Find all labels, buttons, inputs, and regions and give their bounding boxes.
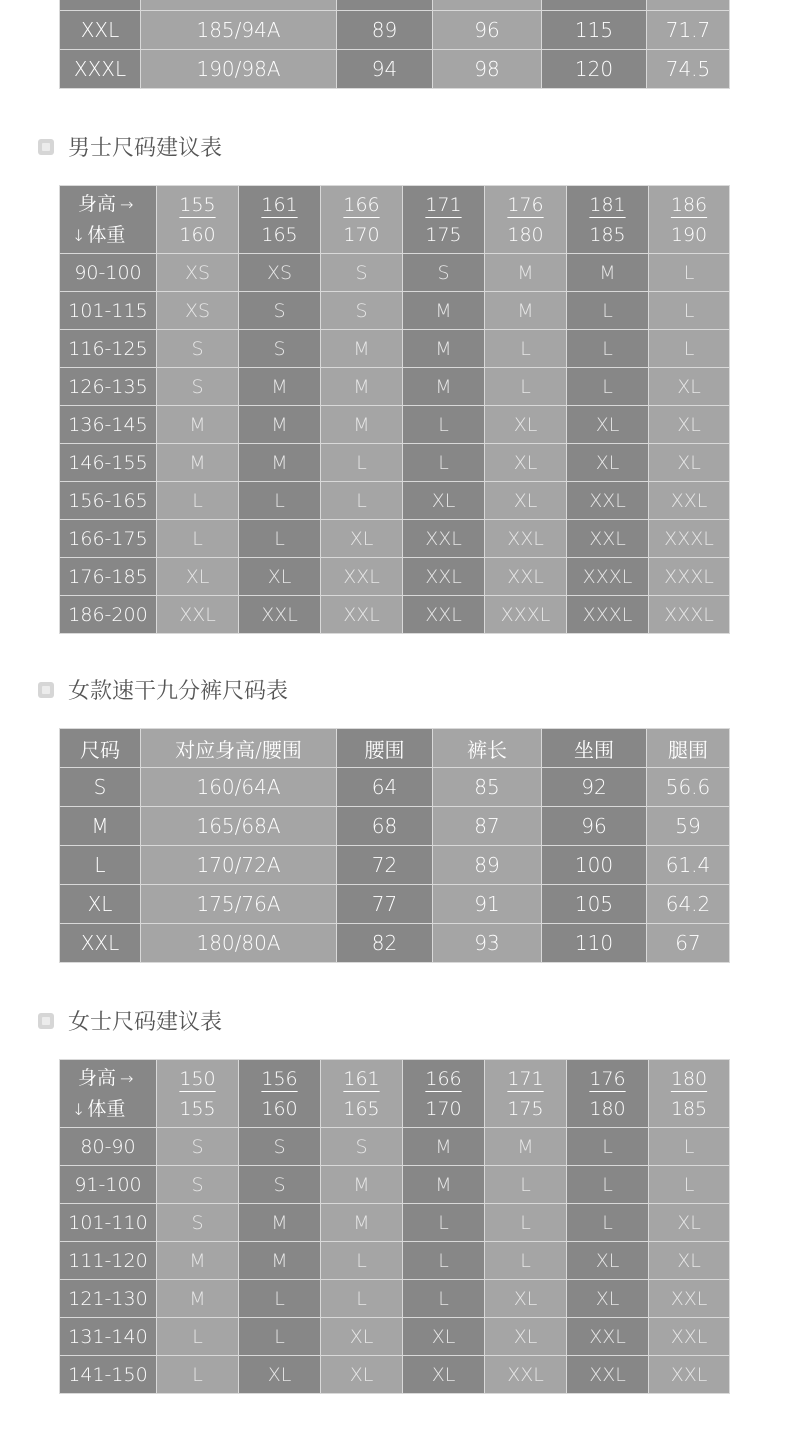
table-row [60,482,730,520]
section-title-text: 女款速干九分裤尺码表 [68,679,289,704]
height-from: 156 [261,1067,298,1090]
height-from: 166 [343,193,380,216]
size-cell: XXL [567,482,649,520]
size-cell: XL [649,406,730,444]
size-cell: XS [157,254,239,292]
height-range-header [321,1060,403,1128]
size-cell: L [567,1166,649,1204]
size-cell: XXXL [567,596,649,634]
size-cell: XXL [649,482,730,520]
size-cell: S [239,330,321,368]
size-cell: L [239,1318,321,1356]
arrow-right-icon: → [120,194,134,214]
size-cell: M [403,1166,485,1204]
size-cell: L [157,1318,239,1356]
men-pants-table [59,0,730,89]
size-cell: XL [239,1356,321,1394]
size-cell: L [403,1204,485,1242]
height-to: 170 [343,223,380,246]
table-row [60,330,730,368]
arrow-down-icon: ↓ [72,225,86,245]
women-pants-table-title [38,674,288,705]
size-cell: XXL [649,1356,730,1394]
women-size-table [59,1059,730,1394]
table-cell: XXXL [60,50,141,89]
size-cell: L [157,1356,239,1394]
height-range-header [157,186,239,254]
table-row [60,368,730,406]
size-cell: M [239,406,321,444]
table-cell: L [60,846,141,885]
size-cell: XXL [567,1318,649,1356]
height-from: 176 [507,193,544,216]
size-cell: L [567,292,649,330]
women-size-body [60,1128,730,1394]
weight-range-cell: 166-175 [60,520,157,558]
table-cell: 61.4 [647,846,730,885]
table-header-row [60,729,730,768]
height-range-header [485,1060,567,1128]
size-cell: S [157,1128,239,1166]
size-cell: XXL [403,520,485,558]
table-cell: 185/94A [141,11,337,50]
size-cell: XXL [485,558,567,596]
table-cell: XL [60,885,141,924]
table-cell: 89 [337,11,433,50]
size-cell: L [321,482,403,520]
women-size-chart-title [38,1005,222,1036]
table-row [60,1166,730,1204]
weight-range-cell: 121-130 [60,1280,157,1318]
size-cell: L [321,1242,403,1280]
table-cell: 68 [337,807,433,846]
size-cell: L [485,330,567,368]
size-cell: L [321,1280,403,1318]
size-cell: XL [403,1318,485,1356]
table-row [60,924,730,963]
weight-range-cell: 141-150 [60,1356,157,1394]
size-cell: XL [157,558,239,596]
height-from: 166 [425,1067,462,1090]
size-cell: M [239,1242,321,1280]
column-header: 腰围 [337,729,433,768]
size-cell: L [485,1166,567,1204]
size-cell: XL [649,444,730,482]
size-cell: M [157,1242,239,1280]
table-cell: 64.2 [647,885,730,924]
table-row [60,406,730,444]
table-cell: 74.5 [647,50,730,89]
size-cell: S [321,254,403,292]
men-size-chart [59,185,730,634]
size-cell: M [321,1204,403,1242]
size-cell: M [321,330,403,368]
height-range-header [239,1060,321,1128]
table-row [60,254,730,292]
height-from: 161 [343,1067,380,1090]
height-to: 165 [343,1097,380,1120]
size-cell: XL [567,406,649,444]
height-label: 身高 [78,1066,117,1089]
size-cell: XL [485,406,567,444]
height-range-header [567,186,649,254]
height-to: 185 [589,223,626,246]
size-cell: XXXL [649,596,730,634]
column-header: 坐围 [542,729,647,768]
size-cell: L [649,254,730,292]
height-from: 181 [589,193,626,216]
table-cell: 160/64A [141,768,337,807]
table-cell: 77 [337,885,433,924]
women-pants-size-table [59,728,730,963]
size-cell: M [485,254,567,292]
size-cell: M [403,1128,485,1166]
weight-range-cell: 146-155 [60,444,157,482]
size-cell: M [485,1128,567,1166]
column-header: 腿围 [647,729,730,768]
bullet-icon [38,1013,54,1029]
height-from: 155 [179,193,216,216]
size-cell: XL [239,558,321,596]
table-cell: 110 [542,924,647,963]
size-cell: M [239,368,321,406]
men-pants-table-partial [59,0,730,89]
table-row [60,11,730,50]
size-cell: M [403,368,485,406]
size-cell: XXXL [649,558,730,596]
height-to: 155 [179,1097,216,1120]
size-cell: M [485,292,567,330]
height-from: 171 [425,193,462,216]
table-row [60,768,730,807]
size-cell: M [239,444,321,482]
size-cell: XS [239,254,321,292]
size-cell: L [157,482,239,520]
size-cell: S [239,292,321,330]
size-cell: M [321,368,403,406]
corner-header [60,186,157,254]
height-to: 175 [507,1097,544,1120]
size-cell: L [567,368,649,406]
size-cell: S [157,330,239,368]
size-cell: S [157,368,239,406]
size-cell: S [239,1166,321,1204]
table-cell: 71.7 [647,11,730,50]
arrow-right-icon: → [120,1068,134,1088]
height-from: 186 [670,193,708,216]
size-cell: L [567,1128,649,1166]
size-cell: L [649,330,730,368]
height-range-header [567,1060,649,1128]
height-range-header [403,1060,485,1128]
size-cell: XXL [649,1318,730,1356]
table-cell: 94 [337,50,433,89]
size-cell: L [239,1280,321,1318]
table-cell: 190/98A [141,50,337,89]
weight-range-cell: 80-90 [60,1128,157,1166]
arrow-down-icon: ↓ [72,1099,86,1119]
table-row [60,1204,730,1242]
size-cell: XL [649,368,730,406]
table-row [60,1280,730,1318]
table-header-row [60,1060,730,1128]
table-cell: 175/76A [141,885,337,924]
size-cell: L [649,292,730,330]
table-row [60,1356,730,1394]
size-cell: L [649,1128,730,1166]
size-cell: XL [403,1356,485,1394]
size-cell: XL [567,444,649,482]
size-cell: L [239,482,321,520]
size-cell: XXL [321,596,403,634]
height-from: 180 [670,1067,708,1090]
size-cell: M [157,444,239,482]
table-cell: 96 [542,807,647,846]
table-row [60,292,730,330]
table-cell: 98 [433,50,542,89]
weight-range-cell: 131-140 [60,1318,157,1356]
size-cell: XL [567,1242,649,1280]
size-cell: L [157,520,239,558]
size-cell: XL [485,482,567,520]
table-row [60,596,730,634]
height-from: 171 [507,1067,544,1090]
women-pants-body [60,768,730,963]
size-cell: XL [485,444,567,482]
table-cell: M [60,807,141,846]
corner-header [60,1060,157,1128]
size-cell: S [403,254,485,292]
table-cell: 82 [337,924,433,963]
men-size-body [60,254,730,634]
table-row [60,558,730,596]
height-to: 180 [507,223,544,246]
size-cell: M [157,406,239,444]
table-row [60,50,730,89]
height-to: 185 [670,1097,708,1120]
height-range-header [321,186,403,254]
table-row [60,520,730,558]
height-from: 161 [261,193,298,216]
men-size-chart-title [38,131,222,162]
men-size-table [59,185,730,634]
weight-range-cell: 116-125 [60,330,157,368]
column-header: 对应身高/腰围 [141,729,337,768]
size-cell: XXXL [485,596,567,634]
size-cell: L [321,444,403,482]
height-to: 175 [425,223,462,246]
height-to: 160 [179,223,216,246]
size-cell: XS [157,292,239,330]
table-cell: 96 [433,11,542,50]
size-cell: XL [485,1318,567,1356]
size-cell: L [403,406,485,444]
size-cell: XL [321,520,403,558]
size-cell: L [403,444,485,482]
table-cell: 91 [433,885,542,924]
table-row [60,807,730,846]
table-row [60,0,730,11]
weight-label: 体重 [87,223,126,246]
size-cell: L [239,520,321,558]
women-size-chart [59,1059,730,1394]
height-label: 身高 [78,192,117,215]
size-cell: XXL [239,596,321,634]
table-cell: XXL [60,924,141,963]
table-cell: 105 [542,885,647,924]
size-cell: M [567,254,649,292]
table-cell: 85 [433,768,542,807]
table-cell: 64 [337,768,433,807]
table-cell: 100 [542,846,647,885]
table-cell: 93 [433,924,542,963]
table-row [60,1128,730,1166]
height-range-header [239,186,321,254]
size-cell: XXL [567,1356,649,1394]
table-cell: 180/80A [141,924,337,963]
height-to: 170 [425,1097,462,1120]
table-cell: 56.6 [647,768,730,807]
size-cell: XL [321,1356,403,1394]
size-cell: XXXL [567,558,649,596]
size-cell: S [157,1204,239,1242]
size-cell: M [321,1166,403,1204]
table-row [60,885,730,924]
table-cell: 67 [647,924,730,963]
table-cell: 120 [542,50,647,89]
size-cell: XXL [157,596,239,634]
table-cell: XXL [60,11,141,50]
size-cell: XL [567,1280,649,1318]
weight-range-cell: 126-135 [60,368,157,406]
table-cell: 59 [647,807,730,846]
weight-range-cell: 156-165 [60,482,157,520]
size-cell: S [321,1128,403,1166]
size-cell: XXXL [649,520,730,558]
size-cell: XL [321,1318,403,1356]
weight-range-cell: 101-115 [60,292,157,330]
size-cell: S [157,1166,239,1204]
size-cell: XL [403,482,485,520]
table-cell: 92 [542,768,647,807]
table-cell: 72 [337,846,433,885]
size-cell: XXL [403,596,485,634]
table-cell: 89 [433,846,542,885]
size-cell: M [403,330,485,368]
size-cell: L [567,1204,649,1242]
size-cell: L [485,1204,567,1242]
weight-label: 体重 [87,1097,126,1120]
table-row [60,1242,730,1280]
size-cell: L [403,1280,485,1318]
size-cell: XXL [567,520,649,558]
size-cell: M [239,1204,321,1242]
size-cell: L [485,368,567,406]
size-cell: S [239,1128,321,1166]
table-row [60,1318,730,1356]
size-cell: XXL [485,520,567,558]
height-range-header [485,186,567,254]
table-cell: 115 [542,11,647,50]
height-from: 176 [589,1067,626,1090]
women-pants-table [59,728,730,963]
size-cell: XL [649,1242,730,1280]
height-range-header [649,1060,730,1128]
size-cell: L [567,330,649,368]
height-to: 190 [670,223,708,246]
size-cell: XL [485,1280,567,1318]
size-cell: M [321,406,403,444]
height-range-header [403,186,485,254]
column-header: 尺码 [60,729,141,768]
bullet-icon [38,139,54,155]
height-range-header [157,1060,239,1128]
table-cell: 165/68A [141,807,337,846]
size-cell: XL [649,1204,730,1242]
height-range-header [649,186,730,254]
height-from: 150 [179,1067,216,1090]
weight-range-cell: 111-120 [60,1242,157,1280]
bullet-icon [38,682,54,698]
size-cell: XXL [649,1280,730,1318]
table-row [60,846,730,885]
size-cell: M [403,292,485,330]
weight-range-cell: 136-145 [60,406,157,444]
size-cell: L [403,1242,485,1280]
weight-range-cell: 101-110 [60,1204,157,1242]
size-cell: L [649,1166,730,1204]
size-cell: XXL [485,1356,567,1394]
size-cell: XXL [403,558,485,596]
table-cell: S [60,768,141,807]
weight-range-cell: 90-100 [60,254,157,292]
size-cell: L [485,1242,567,1280]
table-cell: 87 [433,807,542,846]
weight-range-cell: 91-100 [60,1166,157,1204]
height-to: 165 [261,223,298,246]
table-header-row [60,186,730,254]
size-cell: M [157,1280,239,1318]
section-title-text: 男士尺码建议表 [68,136,223,161]
weight-range-cell: 186-200 [60,596,157,634]
size-cell: S [321,292,403,330]
size-cell: XXL [321,558,403,596]
section-title-text: 女士尺码建议表 [68,1010,223,1035]
column-header: 裤长 [433,729,542,768]
height-to: 180 [589,1097,626,1120]
weight-range-cell: 176-185 [60,558,157,596]
table-row [60,444,730,482]
height-to: 160 [261,1097,298,1120]
table-cell: 170/72A [141,846,337,885]
